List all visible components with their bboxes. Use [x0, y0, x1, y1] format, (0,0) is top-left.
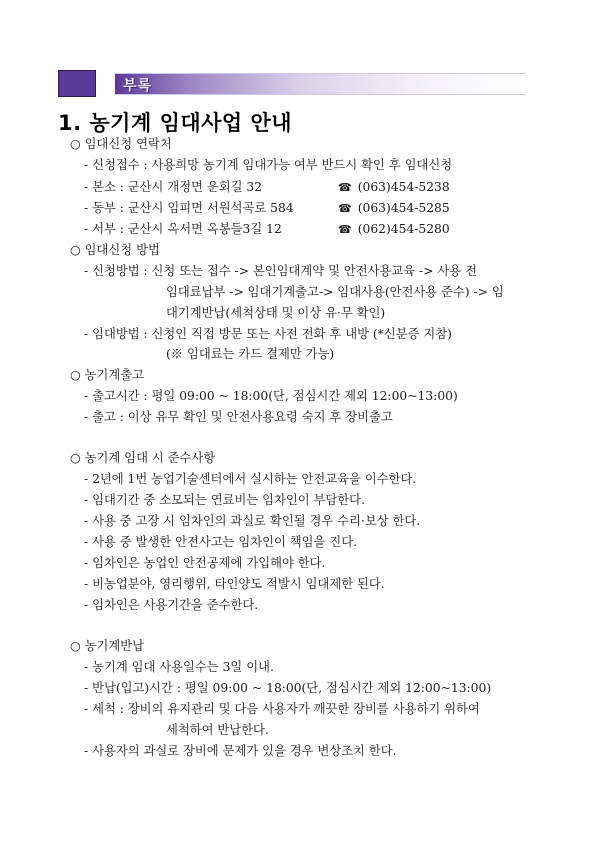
return-item: - 사용자의 과실로 장비에 문제가 있을 경우 변상조치 한다. [84, 744, 397, 758]
phone-number: (062)454-5280 [357, 222, 450, 236]
office-east: - 동부 : 군산시 임피면 서원석곡로 584 [84, 201, 294, 215]
banner-bar [115, 73, 526, 95]
rule-item: - 사용 중 발생한 안전사고는 임차인이 책임을 진다. [84, 535, 358, 549]
banner-label: 부록 [123, 78, 153, 94]
apply-method-continued: 대기계반납(세척상태 및 이상 유·무 확인) [166, 306, 386, 320]
apply-line: - 신청접수 : 사용희망 농기계 임대가능 여부 반드시 확인 후 임대신청 [84, 158, 453, 172]
office-west: - 서부 : 군산시 옥서면 옥봉들3길 12 [84, 222, 282, 236]
return-item: - 세척 : 장비의 유지관리 및 다음 사용자가 깨끗한 장비를 사용하기 위하여 [84, 702, 480, 716]
rule-item: - 임차인은 사용기간을 준수한다. [84, 598, 259, 612]
office-west-phone [338, 221, 450, 238]
rule-item: - 사용 중 고장 시 임차인의 과실로 확인될 경우 수리·보상 한다. [84, 514, 421, 528]
return-item-continued: 세척하여 반납한다. [166, 723, 269, 737]
release-item: - 출고시간 : 평일 09:00 ~ 18:00(단, 점심시간 제외 12:00~13:00) [84, 389, 458, 403]
appendix-banner [58, 70, 526, 97]
phone-number: (063)454-5238 [357, 180, 450, 194]
return-item: - 농기계 임대 사용일수는 3일 이내. [84, 660, 274, 674]
apply-method-continued: 임대료납부 -> 임대기계출고-> 임대사용(안전사용 준수) -> 임 [166, 285, 504, 299]
return-item: - 반납(입고)시간 : 평일 09:00 ~ 18:00(단, 점심시간 제외 12:00~13:00) [84, 681, 492, 695]
rule-item: - 비농업분야, 영리행위, 타인양도 적발시 임대제한 된다. [84, 577, 385, 591]
rent-note: (※ 임대료는 카드 결제만 가능) [166, 347, 335, 361]
rule-item: - 임대기간 중 소모되는 연료비는 임차인이 부담한다. [84, 493, 365, 507]
rule-item: - 임차인은 농업인 안전공제에 가입해야 한다. [84, 556, 326, 570]
section-heading-return: ○ 농기계반납 [70, 639, 145, 653]
phone-number: (063)454-5285 [357, 201, 450, 215]
page-title: 1. 농기계 임대사업 안내 [58, 111, 293, 135]
rule-item: - 2년에 1번 농업기술센터에서 실시하는 안전교육을 이수한다. [84, 472, 417, 486]
office-main-phone [338, 179, 450, 196]
phone-icon: ☎ [338, 181, 352, 194]
rent-method: - 임대방법 : 신청인 직접 방문 또는 사전 전화 후 내방 (*신분증 지참) [84, 327, 452, 341]
section-heading-method: ○ 임대신청 방법 [70, 243, 160, 257]
office-east-phone [338, 200, 450, 217]
release-item: - 출고 : 이상 유무 확인 및 안전사용요령 숙지 후 장비출고 [84, 410, 393, 424]
phone-icon: ☎ [338, 202, 352, 215]
section-heading-rules: ○ 농기계 임대 시 준수사항 [70, 451, 216, 465]
section-heading-contact: ○ 임대신청 연락처 [70, 137, 172, 151]
apply-method: - 신청방법 : 신청 또는 접수 -> 본인임대계약 및 안전사용교육 -> 사용 전 [84, 264, 477, 278]
section-heading-release: ○ 농기계출고 [70, 368, 145, 382]
banner-square [58, 70, 96, 97]
office-main: - 본소 : 군산시 개정면 운회길 32 [84, 180, 263, 194]
phone-icon: ☎ [338, 223, 352, 236]
